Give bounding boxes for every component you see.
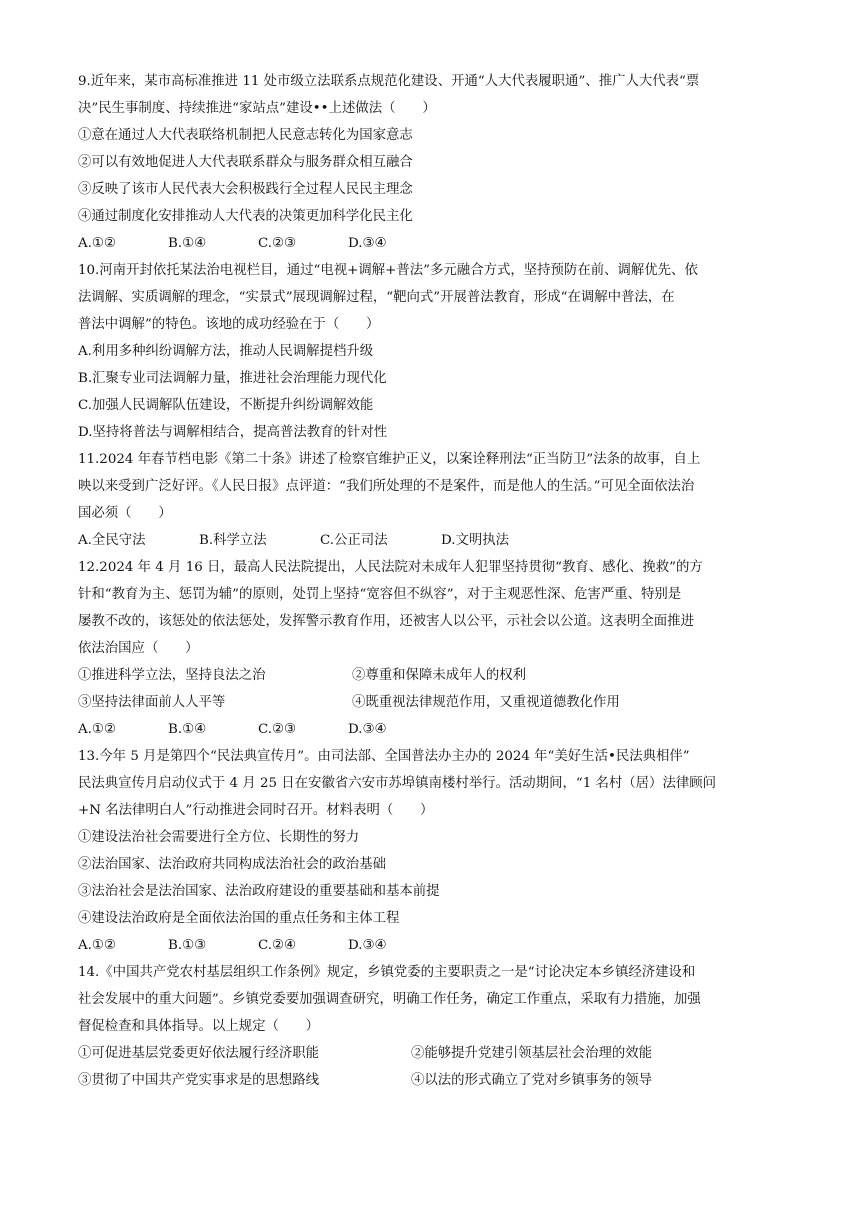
q12-choice-a[interactable]: A.①② [78,722,116,737]
q11-stem-line3: 国必须（ ） [78,506,172,521]
q14-stem-line1: 14.《中国共产党农村基层组织工作条例》规定，乡镇党委的主要职责之一是“讨论决定本乡镇经济建设和 [78,965,696,980]
q10-stem-line3: 普法中调解”的特色。该地的成功经验在于（ ） [78,317,380,332]
q12-item-1: ①推进科学立法，坚持良法之治 [78,668,266,683]
q13-item-3: ③法治社会是法治国家、法治政府建设的重要基础和基本前提 [78,884,440,899]
q10-stem-line1: 10.河南开封依托某法治电视栏目，通过“电视+调解+普法”多元融合方式，坚持预防在前、调解优先、依 [78,263,698,278]
q13-item-4: ④建设法治政府是全面依法治国的重点任务和主体工程 [78,911,400,926]
q9-choice-c[interactable]: C.②③ [258,236,297,251]
q11-stem-line1: 11.2024 年春节档电影《第二十条》讲述了检察官维护正义，以案诠释刑法“正当防卫”法条的故事，自上 [78,452,701,467]
q14-items-row2 [78,1067,790,1094]
q12-choice-d[interactable]: D.③④ [348,722,387,737]
q12-stem-line4: 依法治国应（ ） [78,641,199,656]
q12-item-4: ④既重视法律规范作用，又重视道德教化作用 [352,695,620,710]
q12-choice-b[interactable]: B.①④ [168,722,207,737]
q14-stem-line3: 督促检查和具体指导。以上规定（ ） [78,1019,320,1034]
q12-items-row1 [78,662,790,689]
q12-stem-line2: 针和“教育为主、惩罚为辅”的原则，处罚上坚持“宽容但不纵容”，对于主观恶性深、危害严重、特别是 [78,587,682,602]
q11-choice-d[interactable]: D.文明执法 [441,533,510,548]
q13-item-1: ①建设法治社会需要进行全方位、长期性的努力 [78,830,360,845]
q9-item-3: ③反映了该市人民代表大会积极践行全过程人民民主理念 [78,182,413,197]
q9-choice-b[interactable]: B.①④ [168,236,207,251]
q13-choice-a[interactable]: A.①② [78,938,116,953]
q9-choice-d[interactable]: D.③④ [348,236,387,251]
q12-item-2: ②尊重和保障未成年人的权利 [352,668,527,683]
q13-stem-line2: 民法典宣传月启动仪式于 4 月 25 日在安徽省六安市苏埠镇南楼村举行。活动期间，“1 名村（居）法律顾问 [78,776,716,791]
q9-choices [78,230,790,257]
q11-choices [78,527,790,554]
q9-choice-a[interactable]: A.①② [78,236,116,251]
q12-choice-c[interactable]: C.②③ [258,722,297,737]
exam-page [78,68,790,1094]
q10-option-b[interactable]: B.汇聚专业司法调解力量，推进社会治理能力现代化 [78,371,387,386]
q9-item-2: ②可以有效地促进人大代表联系群众与服务群众相互融合 [78,155,413,170]
q13-choice-d[interactable]: D.③④ [348,938,387,953]
q12-items-row2 [78,689,790,716]
q9-stem-line2: 决”民生事制度、持续推进“家站点”建设••上述做法（ ） [78,101,436,116]
q10-option-a[interactable]: A.利用多种纠纷调解方法，推动人民调解提档升级 [78,344,374,359]
q10-option-c[interactable]: C.加强人民调解队伍建设，不断提升纠纷调解效能 [78,398,374,413]
q14-item-1: ①可促进基层党委更好依法履行经济职能 [78,1046,320,1061]
q13-choice-b[interactable]: B.①③ [168,938,207,953]
q10-stem-line2: 法调解、实质调解的理念，“实景式”展现调解过程，“靶向式”开展普法教育，形成“在调解中普法，在 [78,290,675,305]
q12-stem-line1: 12.2024 年 4 月 16 日，最高人民法院提出，人民法院对未成年人犯罪坚持贯彻“教育、感化、挽救”的方 [78,560,703,575]
q11-choice-c[interactable]: C.公正司法 [320,533,388,548]
q10-option-d[interactable]: D.坚持将普法与调解相结合，提高普法教育的针对性 [78,425,388,440]
q14-item-2: ②能够提升党建引领基层社会治理的效能 [411,1046,653,1061]
q14-stem-line2: 社会发展中的重大问题”。乡镇党委要加强调查研究，明确工作任务，确定工作重点，采取有力措施，加强 [78,992,701,1007]
q13-stem-line3: +N 名法律明白人”行动推进会同时召开。材料表明（ ） [78,803,434,818]
q12-choices [78,716,790,743]
q14-item-3: ③贯彻了中国共产党实事求是的思想路线 [78,1073,320,1088]
q13-item-2: ②法治国家、法治政府共同构成法治社会的政治基础 [78,857,386,872]
q12-item-3: ③坚持法律面前人人平等 [78,695,226,710]
q13-choices [78,932,790,959]
q11-choice-a[interactable]: A.全民守法 [78,533,146,548]
q9-item-1: ①意在通过人大代表联络机制把人民意志转化为国家意志 [78,128,413,143]
q9-item-4: ④通过制度化安排推动人大代表的决策更加科学化民主化 [78,209,413,224]
q14-item-4: ④以法的形式确立了党对乡镇事务的领导 [411,1073,653,1088]
q11-choice-b[interactable]: B.科学立法 [199,533,267,548]
q9-stem-line1: 9.近年来，某市高标准推进 11 处市级立法联系点规范化建设、开通“人大代表履职通”、推广人大代表“票 [78,74,700,89]
q13-stem-line1: 13.今年 5 月是第四个“民法典宣传月”。由司法部、全国普法办主办的 2024 年“美好生活•民法典相伴” [78,749,690,764]
q12-stem-line3: 屡教不改的，该惩处的依法惩处，发挥警示教育作用，还被害人以公平，示社会以公道。这表明全面推进 [78,614,694,629]
q13-choice-c[interactable]: C.②④ [258,938,297,953]
q14-items-row1 [78,1040,790,1067]
q11-stem-line2: 映以来受到广泛好评。《人民日报》点评道：“我们所处理的不是案件，而是他人的生活。”可见全面依法治 [78,479,695,494]
